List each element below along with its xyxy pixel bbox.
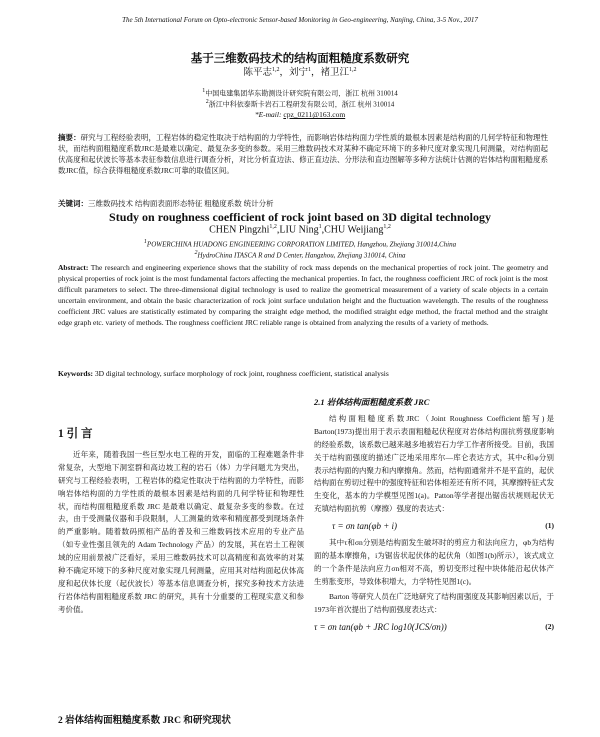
en-abstract — [58, 262, 548, 329]
en-abstract-text: The research and engineering experience shows that the stability of rock mass depends on the mechanical properties of rock joint. The geometry and physical properties of rock joint is the most fundamental factors affecting the mechanical properties. In fact, the roughness coefficient JRC of rock joint is the most difficult parameters to select. The three-dimensional digital technology is used to realize the geometrical measurement of a variety of scale objects in a certain uncertain environment, and obtain the basic characterization of rock joint surface undulation height and the fluctuation wavelength. The results of the roughness coefficient JRC values are statistically estimated by comparing the straight edge method, the modified straight edge method, the fractal method and the straight edge graph etc. variety of methods. The roughness coefficient JRC reliable range is obtained from analyzing the results of a variety of methods. — [58, 263, 548, 328]
author-3: 褚卫江 — [320, 68, 350, 78]
section-2-1-paragraph-2: 其中τ和σn分别是结构面发生破坏时的剪应力和法向应力，φb为结构面的基本摩擦角，i为锯齿状起伏体的起伏角（如图1(b)所示），该式成立的一个条件是法向应力σn相对不高，剪切变形过程中块体能沿起伏体产生剪胀变形，导致体积增大，力学特性见图1(c)。 — [314, 538, 554, 586]
author-sep: , — [321, 224, 325, 236]
cn-abstract — [58, 132, 548, 176]
en-abstract-label: Abstract: — [58, 263, 89, 272]
equation-2-formula: τ = σn tan(φb + JRC log10(JCS/σn)) — [314, 621, 447, 632]
author-1: 陈平志 — [243, 68, 272, 78]
aff-num: 1 — [202, 88, 206, 94]
email-address[interactable]: cpz_0211@163.com — [283, 110, 346, 119]
right-column — [314, 396, 554, 633]
author-2-sup: 1 — [308, 66, 311, 73]
running-header: The 5th International Forum on Opto-electronic Sensor-based Monitoring in Geo-engineering, Nanjing, China, 3-5 Nov., 2017 — [122, 16, 478, 24]
author-3-sup: 1,2 — [349, 66, 357, 73]
author-1-sup: 1,2 — [271, 66, 280, 73]
en-affiliation-1 — [0, 239, 600, 248]
en-keywords — [58, 368, 548, 379]
section-2-heading: 2 岩体结构面粗糙度系数 JRC 和研究现状 — [58, 716, 231, 726]
author-2: 刘宁 — [288, 68, 308, 78]
cn-abstract-text: 研究与工程经验表明，工程岩体的稳定性取决于结构面的力学特性，而影响岩体结构面力学性质的最根本因素是结构面的几何学特征和物理性状，而结构面粗糙度系数JRC是最难以确定、最复杂多变的参数。采用三维数码技术对某种不确定环境下的多种尺度对象实现几何测量，对结构面起伏高度和起伏波长等基本表征参数信息进行调查分析，对比分析直边法、修正直边法、分形法和直边图解等多种方法统计估测的岩体结构面粗糙度系数JRC值，综合获得粗糙度系数JRC可靠的取值区间。 — [58, 133, 549, 176]
section-2-1-paragraph-1: 结构面粗糙度系数JRC（Joint Roughness Coefficient缩写)是Barton(1973)提出用于表示表面粗糙起伏程度对岩体结构面抗剪强度影响的经验系数，该系数已越来越多地被岩石力学工作者所接受。目前，我国关于结构面强度的描述广泛地采用库尔—库仑表达方式，其中c和φ分别表示结构面的内聚力和内摩擦角。然而，结构面通常并不是平直的，起伏结构面在剪切过程中的强度特征和岩体相差还有所不同，其摩擦特征式发生变化，基本的力学模型见图1(a)。Patton等学者提出锯齿状规则起伏无充填结构面抗剪（摩擦）强度的表达式： — [314, 413, 554, 514]
equation-2-number: (2) — [545, 621, 554, 631]
section-1-heading: 1 引 言 — [58, 428, 93, 440]
aff-text: 浙江中科依泰斯卡岩石工程研发有限公司，浙江 杭州 310014 — [208, 100, 395, 109]
author-3: CHU Weijiang — [324, 224, 384, 236]
en-authors — [0, 224, 600, 235]
cn-affiliation-1 — [0, 88, 600, 98]
section-2-1-heading: 2.1 岩体结构面粗糙度系数 JRC — [314, 397, 430, 407]
cn-title: 基于三维数码技术的结构面粗糙度系数研究 — [190, 53, 410, 65]
cn-abstract-label: 摘要： — [58, 133, 81, 142]
aff-text: POWERCHINA HUADONG ENGINEERING CORPORATION LIMITED, Hangzhou, Zhejiang 310014,China — [146, 240, 457, 249]
author-1: CHEN Pingzhi — [209, 224, 270, 236]
author-2-sup: 1 — [318, 224, 322, 230]
cn-authors — [0, 64, 600, 78]
email-label: *E-mail: — [254, 110, 282, 119]
en-title: Study on roughness coefficient of rock joint based on 3D digital technology — [109, 210, 491, 224]
author-sep: ， — [279, 68, 289, 78]
left-column — [58, 428, 304, 617]
cn-affiliation-2 — [0, 99, 600, 109]
author-1-sup: 1,2 — [269, 224, 277, 230]
cn-keywords-text: 三维数码技术 结构面表面形态特征 粗糙度系数 统计分析 — [88, 199, 274, 208]
email-line — [0, 110, 600, 119]
aff-text: HydroChina ITASCA R and D Center, Hangzhou, Zhejiang 310014, China — [197, 251, 406, 260]
aff-num: 1 — [143, 239, 147, 245]
equation-1 — [314, 520, 554, 533]
en-affiliation-2 — [0, 250, 600, 259]
cn-keywords-label: 关键词： — [58, 199, 88, 208]
equation-1-formula: τ = σn tan(φb + i) — [332, 521, 398, 532]
author-sep: , — [276, 224, 280, 236]
equation-2 — [314, 621, 554, 634]
aff-num: 2 — [194, 250, 198, 256]
en-keywords-label: Keywords: — [58, 369, 93, 378]
cn-keywords — [58, 198, 548, 209]
aff-text: 中国电建集团华东勘测设计研究院有限公司，浙江 杭州 310014 — [205, 89, 398, 98]
author-2: LIU Ning — [279, 224, 319, 236]
aff-num: 2 — [205, 99, 209, 105]
en-keywords-text: 3D digital technology, surface morphology of rock joint, roughness coefficient, statistical analysis — [94, 369, 389, 378]
equation-1-number: (1) — [545, 521, 554, 531]
section-2-1-paragraph-3: Barton 等研究人员在广泛地研究了结构面强度及其影响因素以后，于1973年首次提出了结构面强度表达式： — [314, 591, 554, 614]
author-sep: ， — [311, 68, 321, 78]
author-3-sup: 1,2 — [383, 224, 391, 230]
section-1-paragraph: 近年来，随着我国一些巨型水电工程的开发，面临的工程难题条件非常复杂，大型地下洞室群和高边坡工程的岩石（体）力学问题尤为突出，研究与工程经验表明，工程岩体的稳定性取决于结构面的力学特性，而影响岩体结构面的力学性质的最根本因素是结构面的几何学特征和物理性状，而结构面粗糙度系数 JRC 是最难以确定、最复杂多变的参数。在过去，由于受测量仪器和手段限制，人工测量的效率和精度都受到现场条件的严重影响。随着数码照相产品的普及和三维数码技术应用的专业产品（如专业性强且领先的 Adam Technology 产品）的发展，其在岩土工程领域的应用前景被广泛看好，采用三维数码技术可以高精度和高效率的对某种不确定环境下的多种尺度对象实现几何测量，应用其对结构面起伏体高度和起伏体长度（起伏波长）等基本信息调查分析，探究多种技术方法进行岩体结构面粗糙度系数 JRC 的研究，具有十分重要的工程现实意义和参考价值。 — [58, 449, 304, 614]
